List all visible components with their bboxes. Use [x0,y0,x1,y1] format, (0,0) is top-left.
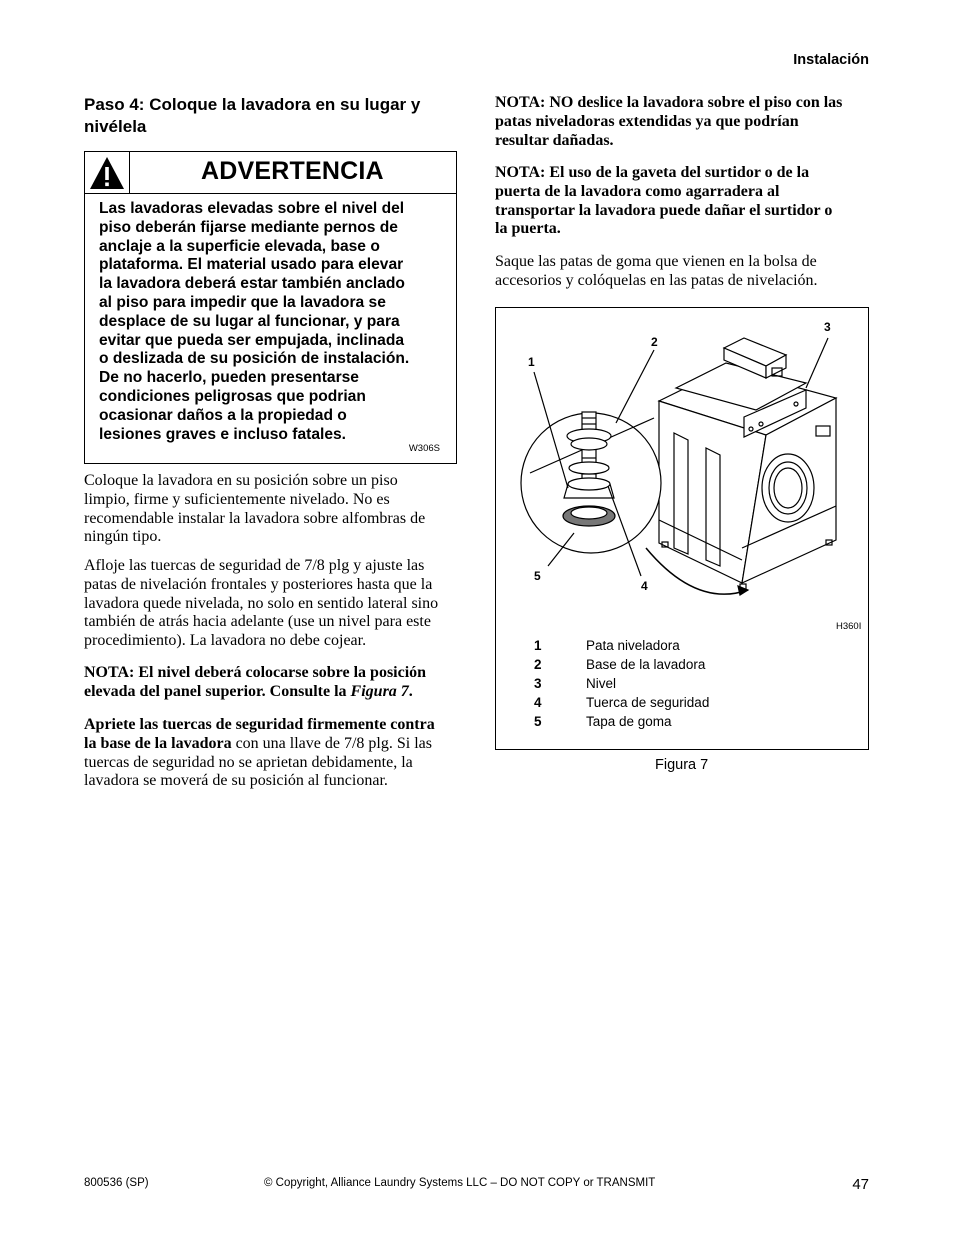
legend-label: Pata niveladora [586,638,680,653]
footer-copyright: © Copyright, Alliance Laundry Systems LLC – DO NOT COPY or TRANSMIT [264,1177,656,1189]
text-line: resultar dañadas. [495,131,614,149]
legend-label: Nivel [586,676,617,691]
text-line [84,735,460,754]
warning-line: evitar que pueda ser empujada, inclinada [99,331,405,349]
text-span: con una llave de 7/8 plg. Si las [231,734,432,752]
legend-row [534,655,709,674]
callout-3: 3 [824,320,831,334]
text-line: lavadora quede nivelada, no solo en sentido lateral sino [84,594,439,612]
paragraph-tighten [84,716,460,791]
note-text: . [408,682,413,700]
paragraph-rubber-feet [495,253,871,291]
text-line: transportar la lavadora puede dañar el surtidor o [495,201,833,219]
text-line: NOTA: NO deslice la lavadora sobre el piso con las [495,94,843,111]
warning-line: o deslizada de su posición de instalación. [99,350,410,368]
warning-icon-cell [85,152,130,193]
text-line: Afloje las tuercas de seguridad de 7/8 plg y ajuste las [84,557,425,574]
running-header: Instalación [793,52,869,68]
text-line: patas de nivelación frontales y posteriores hasta que la [84,575,433,593]
text-line: recomendable instalar la lavadora sobre alfombras de [84,509,426,527]
warning-line: plataforma. El material usado para elevar [99,256,404,274]
legend-row [534,674,709,693]
text-line: ningún tipo. [84,528,162,546]
legend-label: Base de la lavadora [586,657,706,672]
warning-line: De no hacerlo, pueden presentarse [99,369,359,387]
warning-line: al piso para impedir que la lavadora se [99,293,386,311]
figure-box [495,307,869,750]
warning-line: Las lavadoras elevadas sobre el nivel del [99,200,405,217]
text-line: puerta de la lavadora como agarradera al [495,182,780,200]
text-line: procedimiento). La lavadora no debe cojear. [84,632,367,650]
text-line [84,683,460,702]
warning-box [84,151,457,464]
legend-row [534,636,709,655]
paragraph-leveling [84,557,460,651]
figure-reference-link[interactable]: Figura 7 [350,682,409,700]
note-no-slide [495,94,871,150]
text-line: Apriete las tuercas de seguridad firmemente contra [84,716,435,733]
callout-2: 2 [651,335,658,349]
legend-row [534,693,709,712]
paragraph-placement [84,472,460,547]
warning-code: W306S [408,443,440,454]
callout-4: 4 [641,579,648,593]
text-line: tuercas de seguridad no se aprietan debidamente, la [84,753,413,771]
callout-5: 5 [534,569,541,583]
warning-triangle-icon [88,155,126,191]
legend-label: Tuerca de seguridad [586,695,710,710]
step-title: Paso 4: Coloque la lavadora en su lugar y nivélela [84,95,421,136]
text-line: la puerta. [495,220,561,238]
text-line: patas niveladoras extendidas ya que podrían [495,112,799,130]
text-line: NOTA: El uso de la gaveta del surtidor o de la [495,164,810,181]
warning-body [99,200,445,444]
legend-number: 4 [534,695,542,710]
washer-leveling-illustration [496,308,870,608]
note-dispenser [495,164,871,239]
warning-title: ADVERTENCIA [201,157,384,185]
warning-line: anclaje a la superficie elevada, base o [99,237,380,255]
note-level [84,664,460,702]
callout-1: 1 [528,355,535,369]
bold-text: la base de la lavadora [84,734,232,752]
figure-caption: Figura 7 [655,757,709,773]
note-text: elevada del panel superior. Consulte la [84,682,351,700]
warning-header [85,152,456,194]
figure-legend [534,636,709,731]
warning-line: piso deberán fijarse mediante pernos de [99,218,398,236]
text-line: NOTA: El nivel deberá colocarse sobre la posición [84,664,427,681]
legend-number: 3 [534,676,542,691]
text-line: Coloque la lavadora en su posición sobre un piso [84,472,398,489]
text-line: Saque las patas de goma que vienen en la bolsa de [495,253,817,270]
footer-doc-number: 800536 (SP) [84,1177,149,1189]
figure-code: H360I [836,621,862,632]
warning-line: condiciones peligrosas que podrian [99,387,366,405]
text-line: también de atrás hacia adelante (use un nivel para este [84,613,431,631]
text-line: accesorios y colóquelas en las patas de nivelación. [495,271,818,289]
legend-number: 1 [534,638,542,653]
text-line: limpio, firme y suficientemente nivelado. No es [84,490,390,508]
legend-label: Tapa de goma [586,714,672,729]
warning-line: lesiones graves e incluso fatales. [99,425,347,443]
warning-line: ocasionar daños a la propiedad o [99,406,347,424]
text-line: lavadora se moverá de su posición al funcionar. [84,772,388,790]
legend-number: 5 [534,714,542,729]
footer-page-number: 47 [852,1176,869,1193]
legend-number: 2 [534,657,542,672]
warning-line: la lavadora deberá estar también anclado [99,275,405,293]
warning-line: desplace de su lugar al funcionar, y para [99,312,400,330]
legend-row [534,712,709,731]
